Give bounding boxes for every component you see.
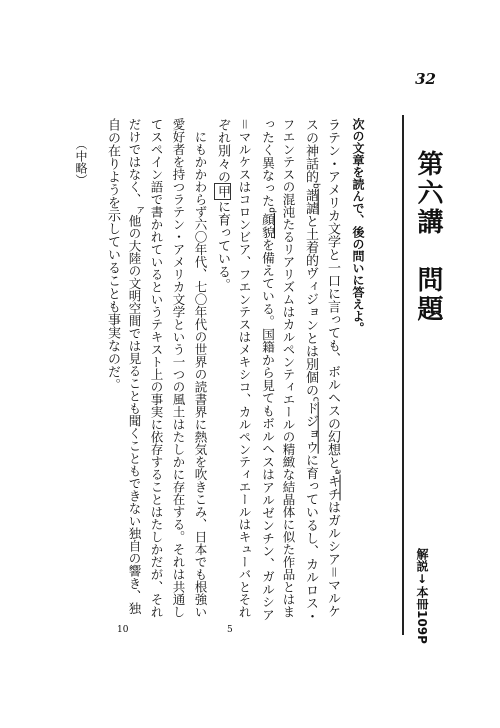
text-run: ＝マルケスはコロンビア、フエンテスはメキシコ、カルペンティエールはキューバとそれ	[237, 118, 252, 618]
annotation-mark: a	[332, 469, 343, 475]
annotation-mark: d	[266, 207, 277, 213]
text-run: に育っているし、カルロス・	[303, 453, 318, 623]
passage-line	[147, 118, 165, 618]
text-run: ったく異なった	[259, 118, 274, 208]
text-run: はガルシア＝マルケ	[325, 500, 340, 618]
answer-ref-prefix: 解説	[415, 548, 429, 572]
answer-ref-book: 本冊	[415, 586, 429, 610]
text-run: だけではなく、	[127, 118, 142, 206]
passage-line	[301, 118, 320, 623]
omission-marker: （中略）	[74, 138, 88, 186]
underlined-term: 諧謔	[303, 188, 318, 215]
text-run: てスペイン語で書かれているというテキスト上の事実に依存することはたしかだが、それ	[149, 118, 164, 618]
answer-ref-arrow: ↓	[415, 572, 429, 586]
text-run: を備えている。国籍から見てもボルヘスはアルゼンチン、ガルシア	[259, 238, 274, 621]
passage-line	[279, 118, 297, 618]
page-number: 32	[415, 70, 436, 88]
line-number-10: 10	[117, 625, 129, 635]
text-run: ラテン・アメリカ文学と一口に言っても、ボルヘスの幻想と	[325, 118, 340, 469]
passage-line	[235, 118, 253, 618]
passage-line	[125, 118, 146, 615]
annotation-mark: b	[310, 183, 321, 189]
underlined-term: 顔貌	[259, 212, 274, 239]
answer-reference	[414, 548, 431, 644]
text-run: スの神話的	[303, 118, 318, 183]
text-run: 愛好者を持つラテン・アメリカ文学という一つの風土はたしかに存在する。それは共通し	[171, 118, 186, 618]
passage-line	[323, 118, 342, 618]
passage-line	[257, 118, 276, 621]
text-run: に育っている。	[215, 200, 230, 291]
annotation-mark: ア	[134, 205, 145, 215]
answer-ref-page: 109	[415, 610, 429, 636]
text-run: 他の大陸の文明空間では見ることも聞くこともできない独自の響き、独	[127, 214, 142, 615]
passage-line	[191, 118, 209, 618]
passage-line	[103, 118, 122, 391]
text-run: 自の在りようを示していることも事実なのだ。	[105, 118, 120, 391]
answer-ref-unit: P	[415, 635, 429, 644]
instruction: 次の文章を読んで、後の問いに答えよ。	[351, 118, 365, 334]
text-run: フエンテスの混沌たるリアリズムはカルペンティエールの精緻な結晶体に似た作品とはま	[281, 118, 296, 618]
underlined-term: キチ	[325, 474, 340, 501]
text-run: と土着的ヴィジョンとは別個の	[303, 214, 318, 397]
text-run: にもかかわらず六〇年代、七〇年代の世界の読書界に熱気を吹きこみ、日本でも根強い	[193, 118, 208, 618]
text-run: ぞれ別々の	[215, 118, 230, 183]
header-rule	[402, 115, 404, 635]
line-number-5: 5	[227, 625, 233, 635]
underlined-term: ドジョウ	[303, 401, 318, 454]
blank-box: 甲	[215, 185, 230, 198]
passage-line	[169, 118, 187, 618]
passage-line	[213, 118, 232, 291]
lesson-title: 第六講 問題	[413, 150, 443, 324]
annotation-mark: c	[310, 396, 321, 402]
